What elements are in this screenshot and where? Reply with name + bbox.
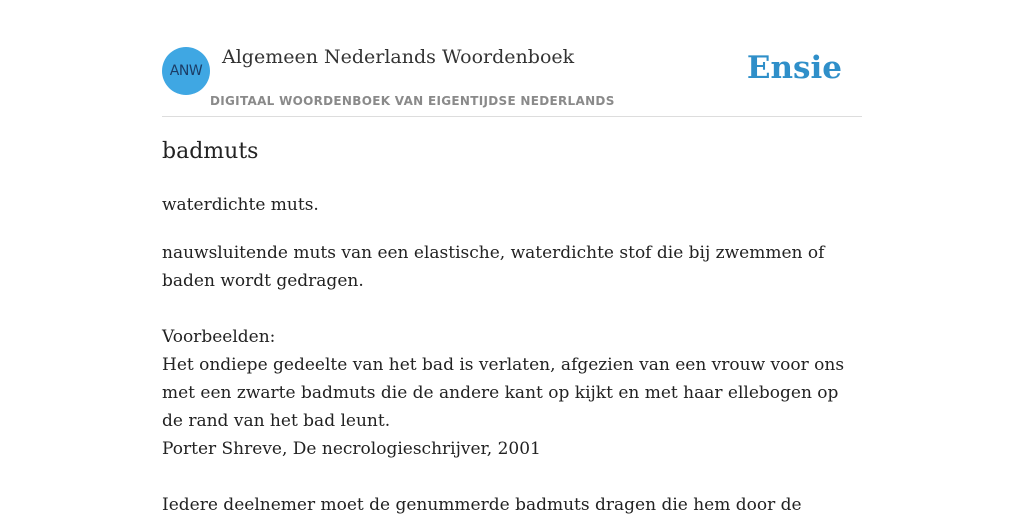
site-header	[162, 0, 862, 117]
spacer	[162, 295, 862, 323]
site-title[interactable]: Algemeen Nederlands Woordenboek	[222, 46, 575, 68]
definition-text: nauwsluitende muts van een elastische, waterdichte stof die bij zwemmen of baden wordt gedragen.	[162, 243, 825, 291]
examples-heading: Voorbeelden:	[162, 327, 276, 347]
entry-title: badmuts	[162, 139, 259, 164]
example-quote: Iedere deelnemer moet de genummerde badmuts dragen die hem door de	[162, 495, 802, 515]
short-definition: waterdichte muts.	[162, 195, 319, 215]
entry-body	[162, 239, 862, 519]
example-quote: Het ondiepe gedeelte van het bad is verlaten, afgezien van een vrouw voor ons met een zwarte badmuts die de andere kant op kijkt en met haar ellebogen op de rand van het bad leunt.	[162, 355, 845, 431]
logo-text: ANW	[169, 63, 203, 79]
page	[162, 0, 862, 515]
ensie-logo-link[interactable]: Ensie	[746, 50, 842, 86]
spacer	[162, 463, 862, 491]
example-source: Porter Shreve, De necrologieschrijver, 2001	[162, 439, 541, 459]
site-subtitle: DIGITAAL WOORDENBOEK VAN EIGENTIJDSE NEDERLANDS	[210, 94, 615, 108]
anw-logo[interactable]	[162, 47, 210, 95]
